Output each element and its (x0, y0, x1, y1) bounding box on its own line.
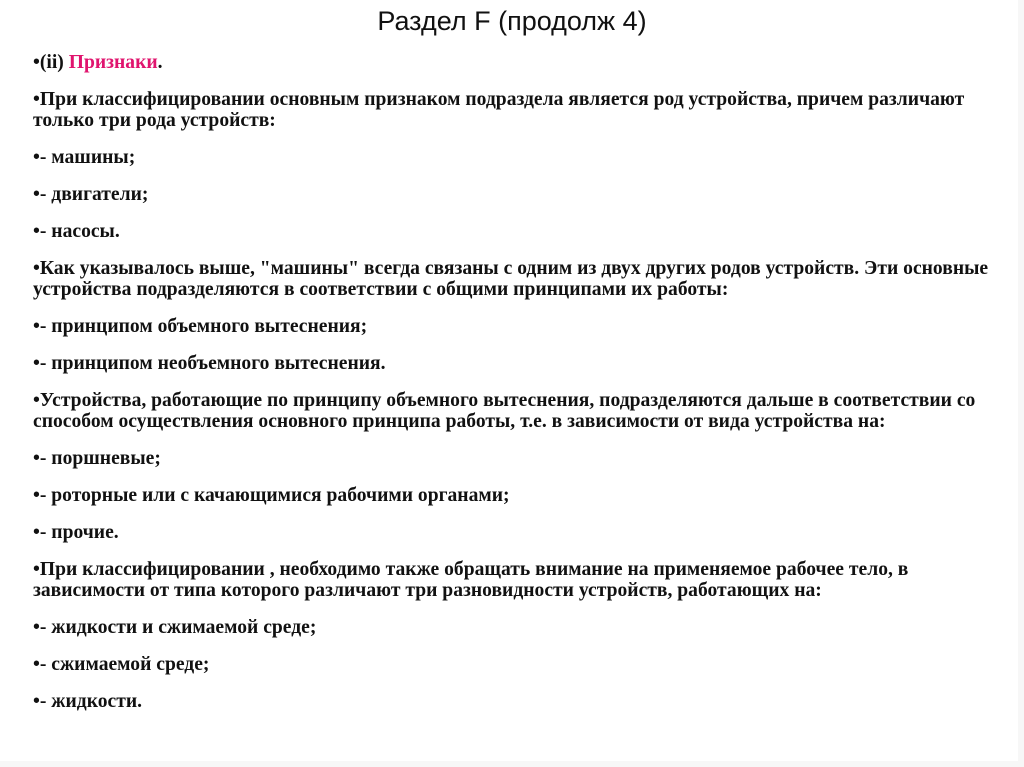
list-item-rotary: •- роторные или с качающимися рабочими органами; (33, 485, 510, 506)
list-item-liquid: •- жидкости. (33, 691, 143, 712)
heading-accent-text: Признаки (68, 52, 158, 73)
paragraph-working-fluid: •При классифицировании , необходимо также обращать внимание на применяемое рабочее тело, в зависимости от типа которого различают три разновидности устройств, работающих на: (33, 559, 909, 601)
heading-prefix: •(ii) (33, 52, 69, 73)
list-item-piston: •- поршневые; (33, 448, 161, 469)
list-item-engines: •- двигатели; (33, 184, 149, 205)
heading-suffix: . (157, 52, 163, 73)
slide-title: Раздел F (продолж 4) (377, 6, 647, 36)
slide-edge-right (1018, 0, 1024, 767)
list-item-other: •- прочие. (33, 522, 119, 543)
list-item-liquid-and-compressible: •- жидкости и сжимаемой среде; (33, 617, 317, 638)
paragraph-working-principles: •Как указывалось выше, "машины" всегда связаны с одним из двух других родов устройств. Эти основные устройства подразделяются в соответствии с общими принципами их работы: (33, 258, 989, 300)
list-item-machines: •- машины; (33, 147, 136, 168)
slide-body (33, 52, 1008, 728)
paragraph-classification-intro: •При классифицировании основным признаком подраздела является род устройства, причем различают только три рода устройств: (33, 89, 965, 131)
section-heading (33, 52, 1008, 73)
list-item-pumps: •- насосы. (33, 221, 120, 242)
paragraph-device-types: •Устройства, работающие по принципу объемного вытеснения, подразделяются дальше в соответствии со способом осуществления основного принципа работы, т.е. в зависимости от вида устройства на: (33, 390, 976, 432)
list-item-non-positive-displacement: •- принципом необъемного вытеснения. (33, 353, 386, 374)
list-item-positive-displacement: •- принципом объемного вытеснения; (33, 316, 368, 337)
slide-edge-bottom (0, 761, 1024, 767)
list-item-compressible: •- сжимаемой среде; (33, 654, 210, 675)
